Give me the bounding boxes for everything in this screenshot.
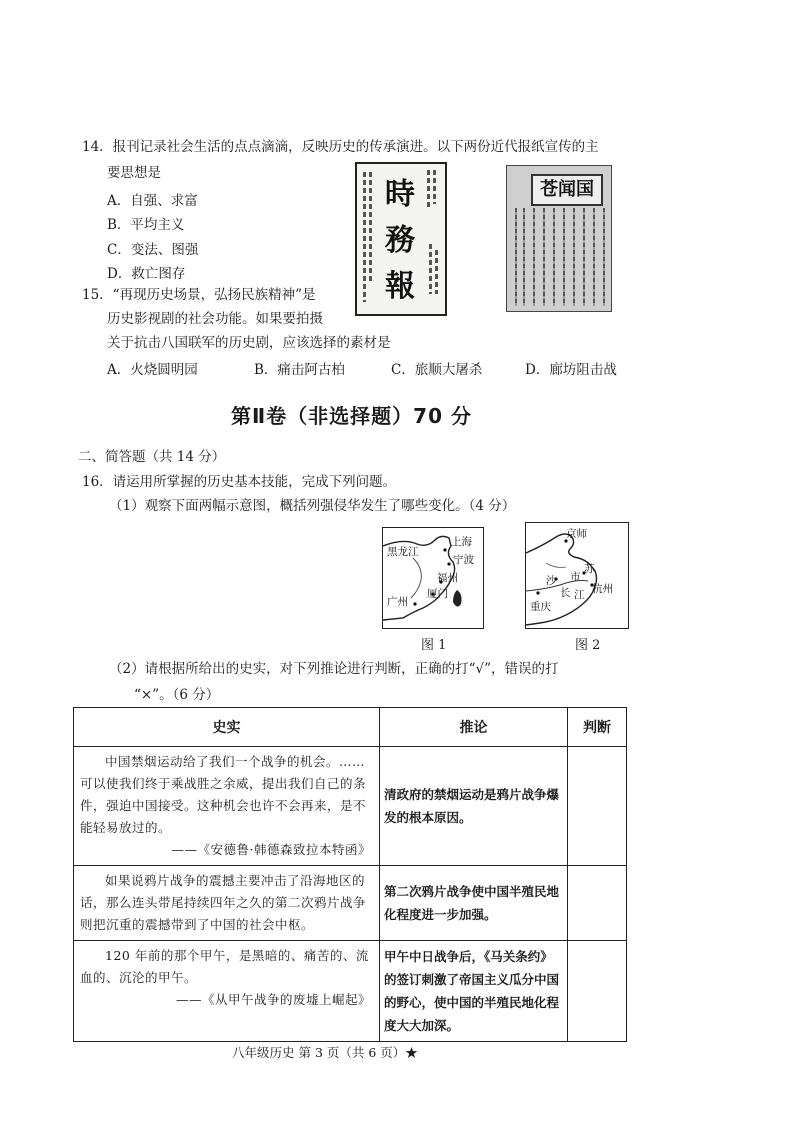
q14-option-d: D．救亡图存 xyxy=(107,266,186,282)
newspaper-text-column xyxy=(563,208,565,306)
newspaper1-char1: 時 xyxy=(385,177,415,212)
map-figure-1 xyxy=(382,527,484,629)
newspaper-text-column xyxy=(369,172,372,282)
map2-label: 杭州 xyxy=(592,583,613,595)
q16-stem: 16．请运用所掌握的历史基本技能，完成下列问题。 xyxy=(82,474,397,490)
newspaper-text-column xyxy=(553,208,555,306)
map1-label: 黑龙江 xyxy=(387,546,419,558)
newspaper-text-column xyxy=(433,170,436,204)
q15-option-b: B．痛击阿古柏 xyxy=(254,362,345,378)
q16-sub1: （1）观察下面两幅示意图，概括列强侵华发生了哪些变化。（4 分） xyxy=(109,498,516,514)
map2-caption: 图 2 xyxy=(575,638,601,653)
newspaper-second-image xyxy=(506,165,612,312)
map-figure-2 xyxy=(525,522,629,629)
newspaper1-char2: 務 xyxy=(385,223,415,258)
newspaper-text-column xyxy=(593,208,595,306)
map2-label: 市 xyxy=(570,571,581,583)
newspaper-text-column xyxy=(583,208,585,306)
section2-title: 第Ⅱ卷（非选择题）70 分 xyxy=(231,404,472,428)
map1-label: 广州 xyxy=(387,596,408,608)
map1-label: 上海 xyxy=(451,536,472,548)
newspaper-shiwubao-image xyxy=(355,162,447,316)
map2-label: 重庆 xyxy=(530,601,551,613)
newspaper-text-column xyxy=(427,170,430,210)
judgment-cell[interactable] xyxy=(568,747,627,866)
map2-label: 京师 xyxy=(566,528,587,540)
fact-cell xyxy=(74,866,380,941)
newspaper1-char3: 報 xyxy=(385,269,415,304)
table-header-row xyxy=(74,708,627,747)
newspaper2-masthead: 苍闻国 xyxy=(531,174,603,206)
newspaper-text-column xyxy=(573,208,575,306)
judgment-cell[interactable] xyxy=(568,866,627,941)
header-judgment: 判断 xyxy=(568,708,627,747)
inference-cell: 第二次鸦片战争使中国半殖民地化程度进一步加强。 xyxy=(380,866,568,941)
part2-heading: 二、简答题（共 14 分） xyxy=(78,449,226,465)
q14-option-b: B．平均主义 xyxy=(107,217,185,233)
map1-label: 福州 xyxy=(437,572,458,584)
q14-stem-line1: 14．报刊记录社会生活的点点滴滴，反映历史的传承演进。以下两份近代报纸宣传的主 xyxy=(82,139,599,155)
newspaper-text-column xyxy=(543,208,545,306)
map1-caption: 图 1 xyxy=(421,638,447,653)
fact-cell xyxy=(74,747,380,866)
fact-text: 120 年前的那个甲午，是黑暗的、痛苦的、流血的、沉沦的甲午。 xyxy=(80,948,369,985)
page-footer: 八年级历史 第 3 页（共 6 页）★ xyxy=(232,1045,418,1060)
newspaper-text-column xyxy=(363,172,366,302)
inference-cell: 甲午中日战争后，《马关条约》的签订刺激了帝国主义瓜分中国的野心，使中国的半殖民地化程度大大加深。 xyxy=(380,941,568,1042)
judgment-cell[interactable] xyxy=(568,941,627,1042)
newspaper-text-column xyxy=(429,244,432,294)
q16-sub2-line2: “×”。（6 分） xyxy=(134,687,220,703)
map1-label: 厦门 xyxy=(427,588,448,600)
newspaper-text-column xyxy=(523,208,525,306)
q14-option-c: C．变法、图强 xyxy=(107,242,199,258)
q15-stem-line2: 历史影视剧的社会功能。如果要拍摄 xyxy=(107,311,323,327)
header-inference: 推论 xyxy=(380,708,568,747)
q15-option-c: C．旅顺大屠杀 xyxy=(391,362,483,378)
header-fact: 史实 xyxy=(74,708,380,747)
q14-stem-line2: 要思想是 xyxy=(107,165,161,181)
fact-text: 中国禁烟运动给了我们一个战争的机会。……可以使我们终于乘战胜之余威，提出我们自己的条件，强迫中国接受。这种机会也许不会再来，是不能轻易放过的。 xyxy=(80,754,367,835)
inference-cell: 清政府的禁烟运动是鸦片战争爆发的根本原因。 xyxy=(380,747,568,866)
table-row xyxy=(74,866,627,941)
map2-label: 江 xyxy=(574,589,585,601)
q15-stem-line1: 15．“再现历史场景，弘扬民族精神”是 xyxy=(82,287,316,303)
q14-option-a: A．自强、求富 xyxy=(107,193,198,209)
fact-text: 如果说鸦片战争的震撼主要冲击了沿海地区的话，那么连头带尾持续四年之久的第二次鸦片战争则把沉重的震撼带到了中国的社会中枢。 xyxy=(80,873,367,932)
table-row xyxy=(74,941,627,1042)
q15-stem-line3: 关于抗击八国联军的历史剧，应该选择的素材是 xyxy=(107,335,391,351)
fact-source: ——《安德鲁·韩德森致拉本特函》 xyxy=(171,842,371,857)
newspaper-text-column xyxy=(603,208,605,306)
map2-label: 长 xyxy=(560,587,571,599)
history-judgment-table xyxy=(73,707,627,1042)
fact-cell xyxy=(74,941,380,1042)
newspaper-text-column xyxy=(435,250,438,294)
newspaper-text-column xyxy=(515,208,517,306)
q15-option-a: A．火烧圆明园 xyxy=(107,362,198,378)
map2-label: 苏 xyxy=(584,563,595,575)
map2-label: 沙 xyxy=(546,575,557,587)
q16-sub2-line1: （2）请根据所给出的史实，对下列推论进行判断，正确的打“√”，错误的打 xyxy=(109,661,559,677)
newspaper-text-column xyxy=(533,208,535,306)
q15-option-d: D．廊坊阻击战 xyxy=(525,362,617,378)
fact-source: ——《从甲午战争的废墟上崛起》 xyxy=(175,992,371,1007)
table-row xyxy=(74,747,627,866)
map1-label: 宁波 xyxy=(453,554,474,566)
